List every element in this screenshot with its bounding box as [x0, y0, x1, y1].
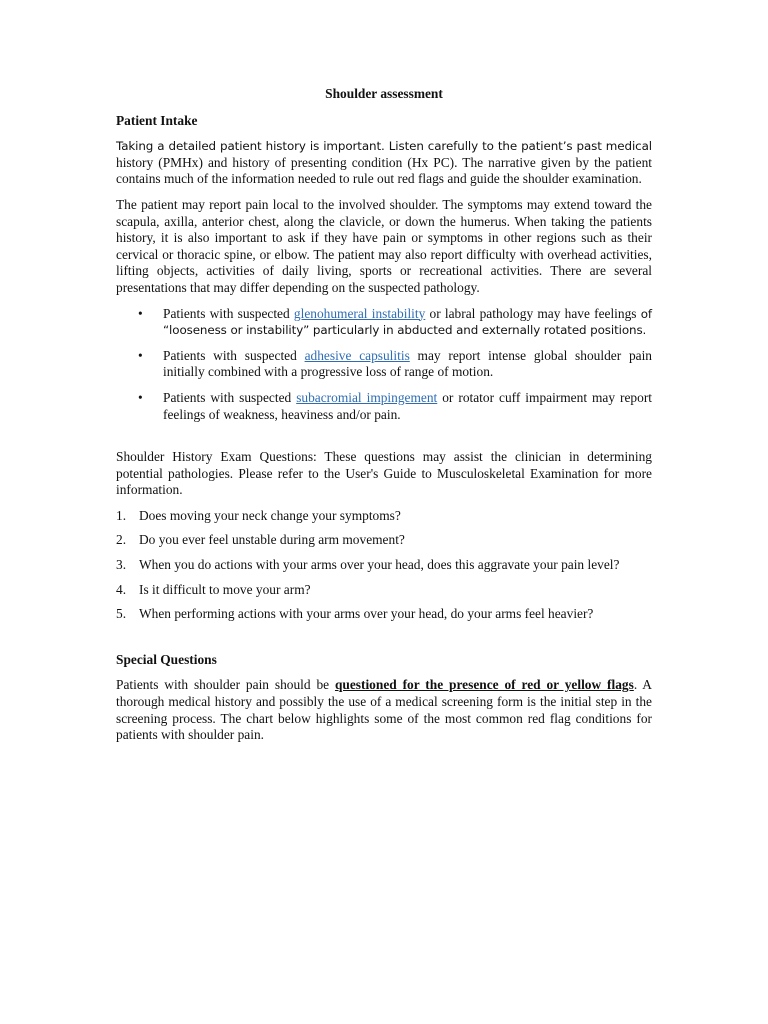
history-questions-intro: Shoulder History Exam Questions: These questions may assist the clinician in determining potential pathologies. Please refer to the User's Guide to Musculoskeletal Examination for more information. — [116, 449, 652, 498]
bullet-text-before: Patients with suspected — [163, 347, 305, 363]
question-text: When you do actions with your arms over your head, does this aggravate your pain level? — [139, 557, 620, 573]
bullet-marker: • — [138, 305, 143, 321]
red-yellow-flags-emphasis: questioned for the presence of red or yellow flags — [334, 677, 634, 693]
history-question — [116, 606, 652, 623]
presentation-bullet-list — [116, 306, 652, 424]
bullet-item-capsulitis — [116, 348, 652, 381]
bullet-marker: • — [138, 389, 143, 405]
intake-paragraph-1-sans-part: Taking a detailed patient history is important. Listen carefully to the patient’s past medical — [116, 139, 652, 154]
intake-paragraph-2: The patient may report pain local to the involved shoulder. The symptoms may extend toward the scapula, axilla, anterior chest, along the clavicle, or down the humerus. When taking the patients history, it is also important to ask if they have pain or symptoms in other regions such as their cervical or thoracic spine, or elbow. The patient may also report difficulty with overhead activities, lifting objects, activities of daily living, sports or recreational activities. There are several presentations that may differ depending on the suspected pathology. — [116, 196, 652, 295]
glenohumeral-instability-link[interactable]: glenohumeral instability — [293, 305, 426, 321]
question-number: 4. — [116, 581, 127, 597]
bullet-text-before: Patients with suspected — [163, 389, 297, 405]
question-text: Is it difficult to move your arm? — [139, 581, 311, 597]
bullet-item-impingement — [116, 390, 652, 423]
bullet-item-instability — [116, 306, 652, 339]
bullet-text-after: or rotator cuff impairment may report feelings of weakness, heaviness and/or pain. — [163, 389, 653, 422]
question-number: 2. — [116, 532, 127, 548]
question-text: Do you ever feel unstable during arm movement? — [139, 532, 405, 548]
adhesive-capsulitis-link[interactable]: adhesive capsulitis — [304, 347, 410, 363]
patient-intake-heading: Patient Intake — [116, 112, 198, 128]
special-text-before: Patients with shoulder pain should be — [116, 677, 335, 693]
bullet-text-before: Patients with suspected — [163, 305, 294, 321]
question-number: 3. — [116, 557, 127, 573]
special-text-after: . A thorough medical history and possibly the use of a medical screening form is the initial step in the screening process. The chart below highlights some of the most common red flag conditions for patients with shoulder pain. — [116, 677, 652, 743]
intake-paragraph-1-rest: history (PMHx) and history of presenting condition (Hx PC). The narrative given by the patient contains much of the information needed to rule out red flags and guide the shoulder examination. — [116, 154, 652, 187]
history-question — [116, 508, 652, 525]
history-question-list — [116, 508, 652, 623]
special-questions-paragraph — [116, 677, 652, 743]
question-number: 1. — [116, 507, 127, 523]
document-title: Shoulder assessment — [325, 86, 443, 101]
question-text: Does moving your neck change your symptoms? — [139, 507, 401, 523]
history-question — [116, 532, 652, 549]
history-question — [116, 557, 652, 574]
intake-paragraph-1 — [116, 138, 652, 188]
special-questions-heading: Special Questions — [116, 651, 217, 667]
document-page — [116, 86, 652, 753]
bullet-text-after-sans: of “looseness or instability” particularly in abducted and externally rotated positions. — [163, 306, 652, 338]
question-number: 5. — [116, 606, 127, 622]
bullet-marker: • — [138, 347, 143, 363]
subacromial-impingement-link[interactable]: subacromial impingement — [296, 389, 438, 405]
bullet-text-after: may report intense global shoulder pain initially combined with a progressive loss of range of motion. — [163, 347, 652, 380]
history-question — [116, 582, 652, 599]
bullet-text-after: or labral pathology may have feelings — [425, 305, 637, 321]
question-text: When performing actions with your arms over your head, do your arms feel heavier? — [139, 606, 594, 622]
